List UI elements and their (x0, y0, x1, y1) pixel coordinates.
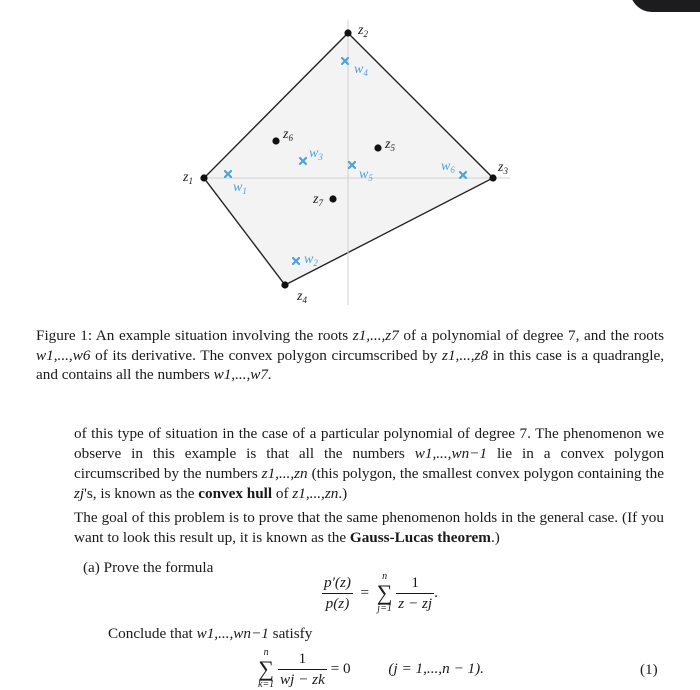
label-w5: $w_5$ (359, 167, 373, 183)
root-z1 (200, 174, 207, 181)
z-range-7: z1,...,z7 (352, 327, 399, 344)
gauss-lucas-term: Gauss-Lucas theorem (349, 529, 491, 546)
root-z6 (272, 137, 279, 144)
z-range-8: z1,...,z8 (442, 346, 489, 364)
formula-log-derivative: $\frac{p'(z)}{p(z)}$ = n ∑ j=1 $\frac{1}{z - zj}$ . (324, 571, 438, 614)
root-z2 (344, 29, 351, 36)
w-range-7: w1,...,w7. (213, 366, 272, 384)
convex-hull-term: convex hull (198, 485, 273, 502)
label-z5: $z_5$ (385, 137, 395, 153)
label-z7: $z_7$ (313, 192, 323, 208)
root-z7 (329, 195, 336, 202)
label-w2: $w_2$ (304, 252, 318, 268)
part-a-label: (a) Prove the formula (83, 559, 214, 576)
paragraph-goal: The goal of this problem is to prove that the same phenomenon holds in the general case. (If you want to look this result up, it is known as the Gauss-Lucas theorem.) (74, 509, 664, 546)
root-z3 (489, 174, 496, 181)
label-z1: $z_1$ (183, 170, 193, 186)
label-w1: $w_1$ (233, 180, 247, 196)
label-z2: $z_2$ (358, 23, 368, 39)
paragraph-phenomenon: of this type of situation in the case of a particular polynomial of degree 7. The phenomenon we observe in this example is that all the numbers w1,...,wn−1 lie in a convex polygon circumscribed by the numbers z1,...,zn (this polygon, the smallest convex polygon containing the zj's, is known as the convex hull of z1,...,zn.) (74, 425, 665, 502)
label-w3: $w_3$ (309, 146, 323, 162)
label-w6: $w_6$ (441, 159, 455, 175)
label-w4: $w_4$ (354, 62, 368, 78)
root-z4 (281, 281, 288, 288)
convex-hull-figure (0, 0, 700, 320)
root-z5 (374, 144, 381, 151)
label-z6: $z_6$ (283, 127, 293, 143)
formula-critical-sum: n ∑ k=1 $\frac{1}{wj - zk}$ = 0 (j = 1,...,n − 1). (258, 647, 484, 690)
w-range-6: w1,...,w6 (36, 346, 91, 364)
label-z4: $z_4$ (297, 289, 307, 305)
conclude-line: Conclude that w1,...,wn−1 satisfy (108, 625, 313, 642)
equation-number: (1) (640, 661, 658, 678)
figure-caption: Figure 1: An example situation involving the roots z1,...,z7 of a polynomial of degree 7, and the roots w1,...,w6 of its derivative. The convex polygon circumscribed by z1,...,z8 in this case is a quadrangle, and contains all the numbers w1,...,w7. (36, 327, 665, 384)
label-z3: $z_3$ (498, 160, 508, 176)
